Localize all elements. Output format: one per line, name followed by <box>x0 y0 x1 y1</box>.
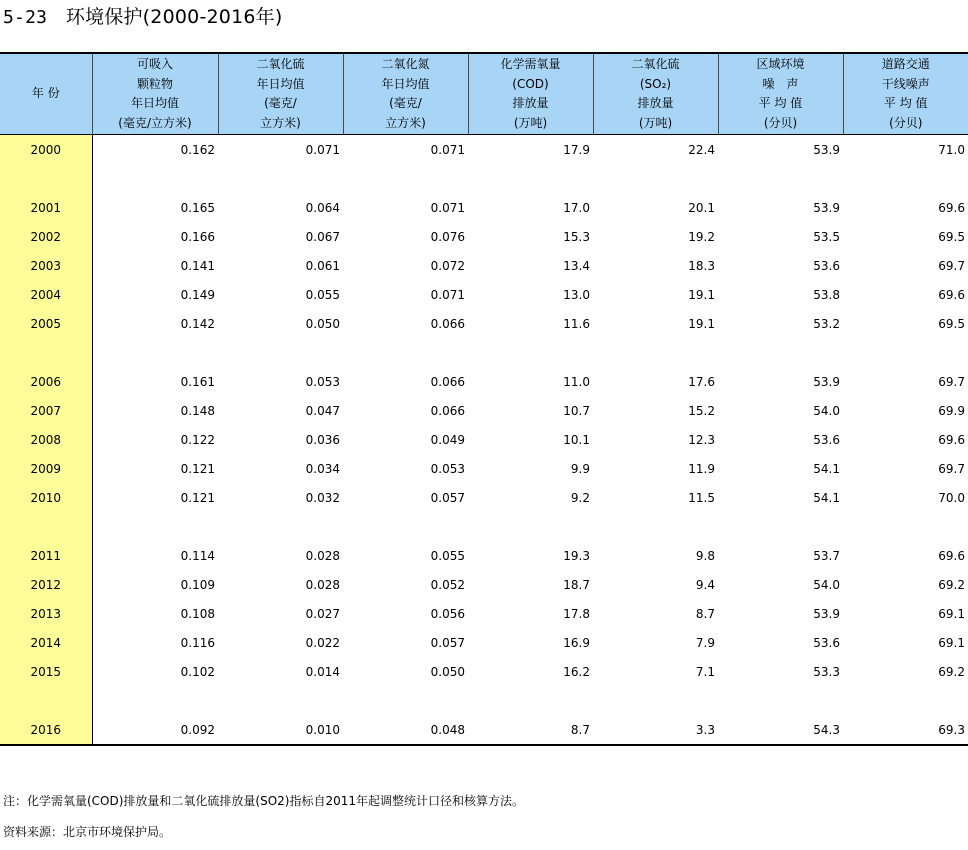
so2-concentration-cell: 0.028 <box>305 548 340 563</box>
no2-concentration-cell: 0.050 <box>430 664 465 679</box>
so2-concentration-cell: 0.032 <box>305 490 340 505</box>
road-noise-cell: 69.7 <box>938 258 965 273</box>
so2-concentration-cell: 0.028 <box>305 577 340 592</box>
blank-cell <box>593 164 718 193</box>
so2-emission-cell: 11.9 <box>688 461 715 476</box>
year-cell: 2006 <box>0 367 92 396</box>
table-title <box>3 5 282 30</box>
blank-cell <box>343 164 468 193</box>
cod-emission-cell: 11.6 <box>563 316 590 331</box>
blank-cell <box>343 512 468 541</box>
blank-cell <box>218 512 343 541</box>
road-noise-cell: 69.1 <box>938 635 965 650</box>
area-noise-cell: 53.6 <box>813 635 840 650</box>
road-noise-cell: 69.9 <box>938 403 965 418</box>
table-row <box>0 454 968 483</box>
year-cell: 2008 <box>0 425 92 454</box>
no2-concentration-cell: 0.071 <box>430 142 465 157</box>
area-noise-cell: 53.9 <box>813 606 840 621</box>
blank-cell <box>468 164 593 193</box>
table-row <box>0 657 968 686</box>
area-noise-cell: 53.5 <box>813 229 840 244</box>
cod-emission-cell: 13.0 <box>563 287 590 302</box>
cod-emission-cell: 10.7 <box>563 403 590 418</box>
table-row <box>0 309 968 338</box>
pm-cell: 0.121 <box>180 490 215 505</box>
pm-cell: 0.148 <box>180 403 215 418</box>
so2-concentration-cell: 0.014 <box>305 664 340 679</box>
year-cell: 2014 <box>0 628 92 657</box>
area-noise-cell: 53.6 <box>813 258 840 273</box>
road-noise-cell: 69.2 <box>938 664 965 679</box>
so2-emission-cell: 18.3 <box>688 258 715 273</box>
so2-concentration-cell: 0.047 <box>305 403 340 418</box>
year-cell: 2001 <box>0 193 92 222</box>
pm-cell: 0.114 <box>180 548 215 563</box>
so2-emission-cell: 15.2 <box>688 403 715 418</box>
road-noise-cell: 69.7 <box>938 461 965 476</box>
blank-cell <box>718 686 843 715</box>
no2-concentration-cell: 0.057 <box>430 635 465 650</box>
blank-cell <box>843 164 968 193</box>
header-cod-emission: 化学需氧量 (COD) 排放量 (万吨) <box>468 53 593 135</box>
area-noise-cell: 53.7 <box>813 548 840 563</box>
blank-cell <box>343 338 468 367</box>
blank-cell <box>218 164 343 193</box>
cod-emission-cell: 18.7 <box>563 577 590 592</box>
so2-concentration-cell: 0.050 <box>305 316 340 331</box>
no2-concentration-cell: 0.052 <box>430 577 465 592</box>
blank-cell <box>593 686 718 715</box>
so2-emission-cell: 7.9 <box>695 635 715 650</box>
pm-cell: 0.166 <box>180 229 215 244</box>
so2-concentration-cell: 0.055 <box>305 287 340 302</box>
environment-table <box>0 52 968 746</box>
cod-emission-cell: 11.0 <box>563 374 590 389</box>
table-body <box>0 135 968 746</box>
year-cell-blank <box>0 686 92 715</box>
pm-cell: 0.162 <box>180 142 215 157</box>
blank-cell <box>92 338 218 367</box>
table-row <box>0 280 968 309</box>
so2-emission-cell: 9.4 <box>695 577 715 592</box>
header-so2-emission: 二氧化硫 (SO₂) 排放量 (万吨) <box>593 53 718 135</box>
so2-concentration-cell: 0.027 <box>305 606 340 621</box>
blank-cell <box>593 338 718 367</box>
pm-cell: 0.109 <box>180 577 215 592</box>
blank-cell <box>468 512 593 541</box>
area-noise-cell: 54.0 <box>813 577 840 592</box>
blank-cell <box>718 512 843 541</box>
table-row <box>0 715 968 745</box>
so2-concentration-cell: 0.064 <box>305 200 340 215</box>
area-noise-cell: 53.3 <box>813 664 840 679</box>
area-noise-cell: 54.1 <box>813 461 840 476</box>
area-noise-cell: 53.6 <box>813 432 840 447</box>
cod-emission-cell: 10.1 <box>563 432 590 447</box>
data-source: 资料来源：北京市环境保护局。 <box>3 825 172 839</box>
no2-concentration-cell: 0.048 <box>343 715 468 745</box>
table-row <box>0 570 968 599</box>
blank-cell <box>468 686 593 715</box>
cod-emission-cell: 13.4 <box>563 258 590 273</box>
table-row <box>0 396 968 425</box>
cod-emission-cell: 17.0 <box>563 200 590 215</box>
so2-emission-cell: 17.6 <box>688 374 715 389</box>
pm-cell: 0.165 <box>180 200 215 215</box>
road-noise-cell: 69.6 <box>938 287 965 302</box>
road-noise-cell: 69.7 <box>938 374 965 389</box>
table-row <box>0 541 968 570</box>
blank-cell <box>718 164 843 193</box>
no2-concentration-cell: 0.056 <box>430 606 465 621</box>
cod-emission-cell: 15.3 <box>563 229 590 244</box>
table-footnote: 注：化学需氧量(COD)排放量和二氧化硫排放量(SO2)指标自2011年起调整统计口径和核算方法。 <box>3 794 525 808</box>
no2-concentration-cell: 0.055 <box>430 548 465 563</box>
header-row <box>0 53 968 135</box>
blank-cell <box>92 686 218 715</box>
header-pm: 可吸入 颗粒物 年日均值 (毫克/立方米) <box>92 53 218 135</box>
road-noise-cell: 69.6 <box>938 200 965 215</box>
no2-concentration-cell: 0.053 <box>430 461 465 476</box>
header-road-noise: 道路交通 干线噪声 平 均 值 (分贝) <box>843 53 968 135</box>
year-cell-blank <box>0 338 92 367</box>
cod-emission-cell: 16.9 <box>563 635 590 650</box>
area-noise-cell: 54.1 <box>813 490 840 505</box>
header-area-noise: 区域环境 噪 声 平 均 值 (分贝) <box>718 53 843 135</box>
so2-emission-cell: 7.1 <box>695 664 715 679</box>
spacer-row <box>0 686 968 715</box>
year-cell: 2011 <box>0 541 92 570</box>
table-row <box>0 483 968 512</box>
road-noise-cell: 69.6 <box>938 432 965 447</box>
table-row <box>0 425 968 454</box>
cod-emission-cell: 16.2 <box>563 664 590 679</box>
header-no2-concentration: 二氧化氮 年日均值 (毫克/ 立方米) <box>343 53 468 135</box>
pm-cell: 0.092 <box>92 715 218 745</box>
blank-cell <box>843 686 968 715</box>
year-cell: 2004 <box>0 280 92 309</box>
no2-concentration-cell: 0.066 <box>430 403 465 418</box>
so2-emission-cell: 19.2 <box>688 229 715 244</box>
table-row <box>0 367 968 396</box>
blank-cell <box>843 338 968 367</box>
pm-cell: 0.149 <box>180 287 215 302</box>
pm-cell: 0.121 <box>180 461 215 476</box>
table-row <box>0 135 968 165</box>
spacer-row <box>0 338 968 367</box>
road-noise-cell: 71.0 <box>938 142 965 157</box>
blank-cell <box>92 164 218 193</box>
header-so2-concentration: 二氧化硫 年日均值 (毫克/ 立方米) <box>218 53 343 135</box>
table-row <box>0 222 968 251</box>
road-noise-cell: 69.6 <box>938 548 965 563</box>
year-cell: 2010 <box>0 483 92 512</box>
so2-emission-cell: 20.1 <box>688 200 715 215</box>
pm-cell: 0.108 <box>180 606 215 621</box>
so2-concentration-cell: 0.022 <box>305 635 340 650</box>
area-noise-cell: 53.9 <box>813 142 840 157</box>
pm-cell: 0.102 <box>180 664 215 679</box>
so2-emission-cell: 11.5 <box>688 490 715 505</box>
spacer-row <box>0 512 968 541</box>
no2-concentration-cell: 0.066 <box>430 374 465 389</box>
table-row <box>0 251 968 280</box>
area-noise-cell: 53.9 <box>813 200 840 215</box>
year-cell: 2005 <box>0 309 92 338</box>
no2-concentration-cell: 0.057 <box>430 490 465 505</box>
road-noise-cell: 69.1 <box>938 606 965 621</box>
cod-emission-cell: 17.9 <box>563 142 590 157</box>
so2-emission-cell: 12.3 <box>688 432 715 447</box>
table-title-text: 环境保护(2000-2016年) <box>65 6 283 28</box>
year-cell-blank <box>0 164 92 193</box>
road-noise-cell: 69.3 <box>843 715 968 745</box>
pm-cell: 0.116 <box>180 635 215 650</box>
blank-cell <box>843 512 968 541</box>
so2-concentration-cell: 0.036 <box>305 432 340 447</box>
no2-concentration-cell: 0.071 <box>430 200 465 215</box>
no2-concentration-cell: 0.072 <box>430 258 465 273</box>
cod-emission-cell: 9.2 <box>570 490 590 505</box>
year-cell: 2000 <box>0 135 92 165</box>
cod-emission-cell: 8.7 <box>468 715 593 745</box>
so2-emission-cell: 8.7 <box>695 606 715 621</box>
area-noise-cell: 54.0 <box>813 403 840 418</box>
so2-emission-cell: 3.3 <box>593 715 718 745</box>
table-row <box>0 193 968 222</box>
blank-cell <box>468 338 593 367</box>
no2-concentration-cell: 0.049 <box>430 432 465 447</box>
table-row <box>0 599 968 628</box>
year-cell: 2003 <box>0 251 92 280</box>
so2-concentration-cell: 0.034 <box>305 461 340 476</box>
year-cell: 2007 <box>0 396 92 425</box>
pm-cell: 0.122 <box>180 432 215 447</box>
so2-emission-cell: 19.1 <box>688 316 715 331</box>
blank-cell <box>343 686 468 715</box>
blank-cell <box>218 686 343 715</box>
so2-emission-cell: 9.8 <box>695 548 715 563</box>
blank-cell <box>718 338 843 367</box>
blank-cell <box>218 338 343 367</box>
pm-cell: 0.141 <box>180 258 215 273</box>
so2-concentration-cell: 0.067 <box>305 229 340 244</box>
year-cell: 2015 <box>0 657 92 686</box>
table-number: 5-23 <box>3 7 48 28</box>
blank-cell <box>92 512 218 541</box>
header-year: 年 份 <box>0 53 92 135</box>
so2-concentration-cell: 0.061 <box>305 258 340 273</box>
road-noise-cell: 69.2 <box>938 577 965 592</box>
so2-concentration-cell: 0.053 <box>305 374 340 389</box>
no2-concentration-cell: 0.071 <box>430 287 465 302</box>
spacer-row <box>0 164 968 193</box>
so2-emission-cell: 19.1 <box>688 287 715 302</box>
road-noise-cell: 69.5 <box>938 229 965 244</box>
cod-emission-cell: 9.9 <box>570 461 590 476</box>
pm-cell: 0.142 <box>180 316 215 331</box>
cod-emission-cell: 19.3 <box>563 548 590 563</box>
year-cell: 2013 <box>0 599 92 628</box>
year-cell: 2002 <box>0 222 92 251</box>
road-noise-cell: 70.0 <box>938 490 965 505</box>
year-cell-blank <box>0 512 92 541</box>
no2-concentration-cell: 0.066 <box>430 316 465 331</box>
table-row <box>0 628 968 657</box>
so2-concentration-cell: 0.010 <box>218 715 343 745</box>
year-cell: 2012 <box>0 570 92 599</box>
area-noise-cell: 53.8 <box>813 287 840 302</box>
year-cell: 2016 <box>0 715 92 745</box>
area-noise-cell: 54.3 <box>718 715 843 745</box>
so2-emission-cell: 22.4 <box>688 142 715 157</box>
year-cell: 2009 <box>0 454 92 483</box>
pm-cell: 0.161 <box>180 374 215 389</box>
blank-cell <box>593 512 718 541</box>
area-noise-cell: 53.9 <box>813 374 840 389</box>
road-noise-cell: 69.5 <box>938 316 965 331</box>
cod-emission-cell: 17.8 <box>563 606 590 621</box>
no2-concentration-cell: 0.076 <box>430 229 465 244</box>
area-noise-cell: 53.2 <box>813 316 840 331</box>
so2-concentration-cell: 0.071 <box>305 142 340 157</box>
